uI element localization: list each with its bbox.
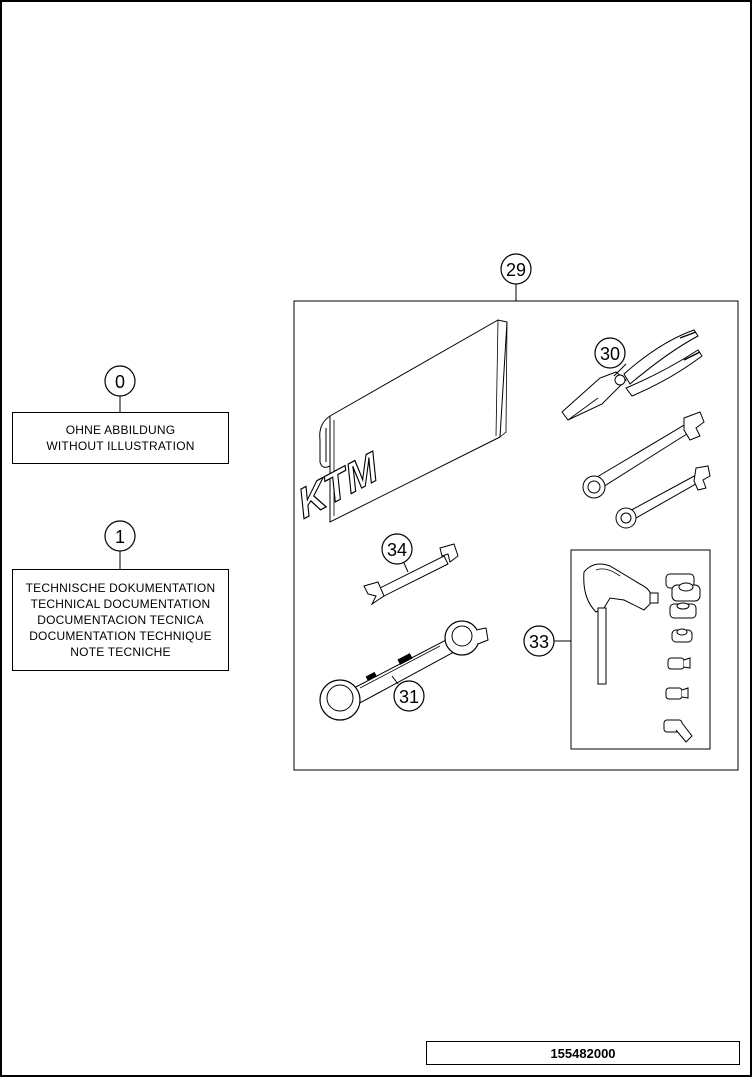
pouch-logo: KTM: [293, 442, 383, 528]
hex-key-set-drawing[interactable]: [571, 550, 710, 749]
callout-34[interactable]: [382, 534, 412, 572]
callout-1[interactable]: [105, 521, 135, 569]
caption-0-line-2: WITHOUT ILLUSTRATION: [46, 439, 195, 453]
callout-0[interactable]: [105, 366, 135, 412]
caption-1-line-4: DOCUMENTATION TECHNIQUE: [29, 629, 212, 643]
callout-1-label: 1: [114, 527, 126, 547]
caption-1-line-1: TECHNISCHE DOKUMENTATION: [25, 581, 216, 595]
callout-29-label: 29: [505, 260, 527, 280]
caption-1-line-2: TECHNICAL DOCUMENTATION: [30, 597, 211, 611]
callout-33[interactable]: [524, 626, 571, 656]
callout-31-label: 31: [398, 687, 420, 707]
callout-33-label: 33: [528, 632, 550, 652]
callout-0-label: 0: [114, 372, 126, 392]
pliers-drawing[interactable]: [562, 330, 702, 420]
callout-34-label: 34: [386, 540, 408, 560]
caption-1-line-5: NOTE TECNICHE: [70, 645, 171, 659]
tool-pouch-drawing[interactable]: [293, 320, 507, 528]
callout-30[interactable]: [595, 338, 626, 376]
combination-wrench-small-drawing[interactable]: [616, 466, 710, 528]
caption-1-line-3: DOCUMENTACION TECNICA: [37, 613, 204, 627]
callout-30-label: 30: [599, 344, 621, 364]
caption-box-1: [12, 569, 229, 671]
callout-29[interactable]: [501, 254, 531, 301]
part-number: 155482000: [550, 1045, 616, 1061]
caption-0-line-1: OHNE ABBILDUNG: [65, 423, 176, 437]
part-number-box: [426, 1041, 740, 1065]
caption-box-0: [12, 412, 229, 464]
